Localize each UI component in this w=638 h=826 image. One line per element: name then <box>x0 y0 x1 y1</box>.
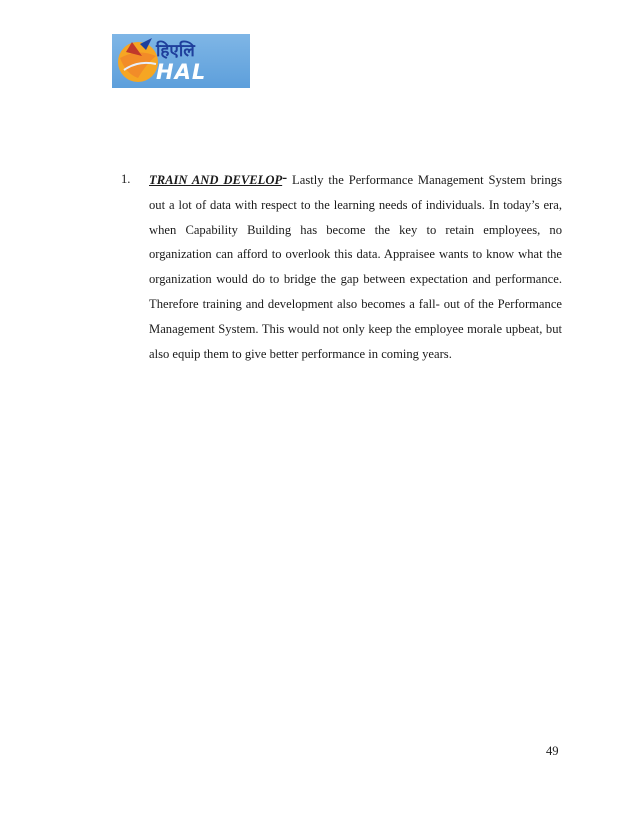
page-number: 49 <box>546 744 559 758</box>
logo-hindi-text: हिएलि <box>156 41 195 61</box>
logo-text: HAL <box>156 60 207 84</box>
heading-dash: - <box>282 170 288 186</box>
paragraph <box>149 166 562 366</box>
paragraph-text: Lastly the Performance Management System brings out a lot of data with respect to the learning needs of individuals. In today’s era, when Capability Building has become the key to retain employees, no organization can afford to overlook this data. Appraisee wants to know what the organization would do to bridge the gap between expectation and performance. Therefore training and development also becomes a fall- out of the Performance Management System. This would not only keep the employee morale upbeat, but also equip them to give better performance in coming years. <box>149 173 563 361</box>
section-heading: TRAIN AND DEVELOP <box>149 173 283 187</box>
list-number: 1. <box>121 172 131 186</box>
hal-logo <box>112 34 250 88</box>
list-item <box>121 166 562 366</box>
